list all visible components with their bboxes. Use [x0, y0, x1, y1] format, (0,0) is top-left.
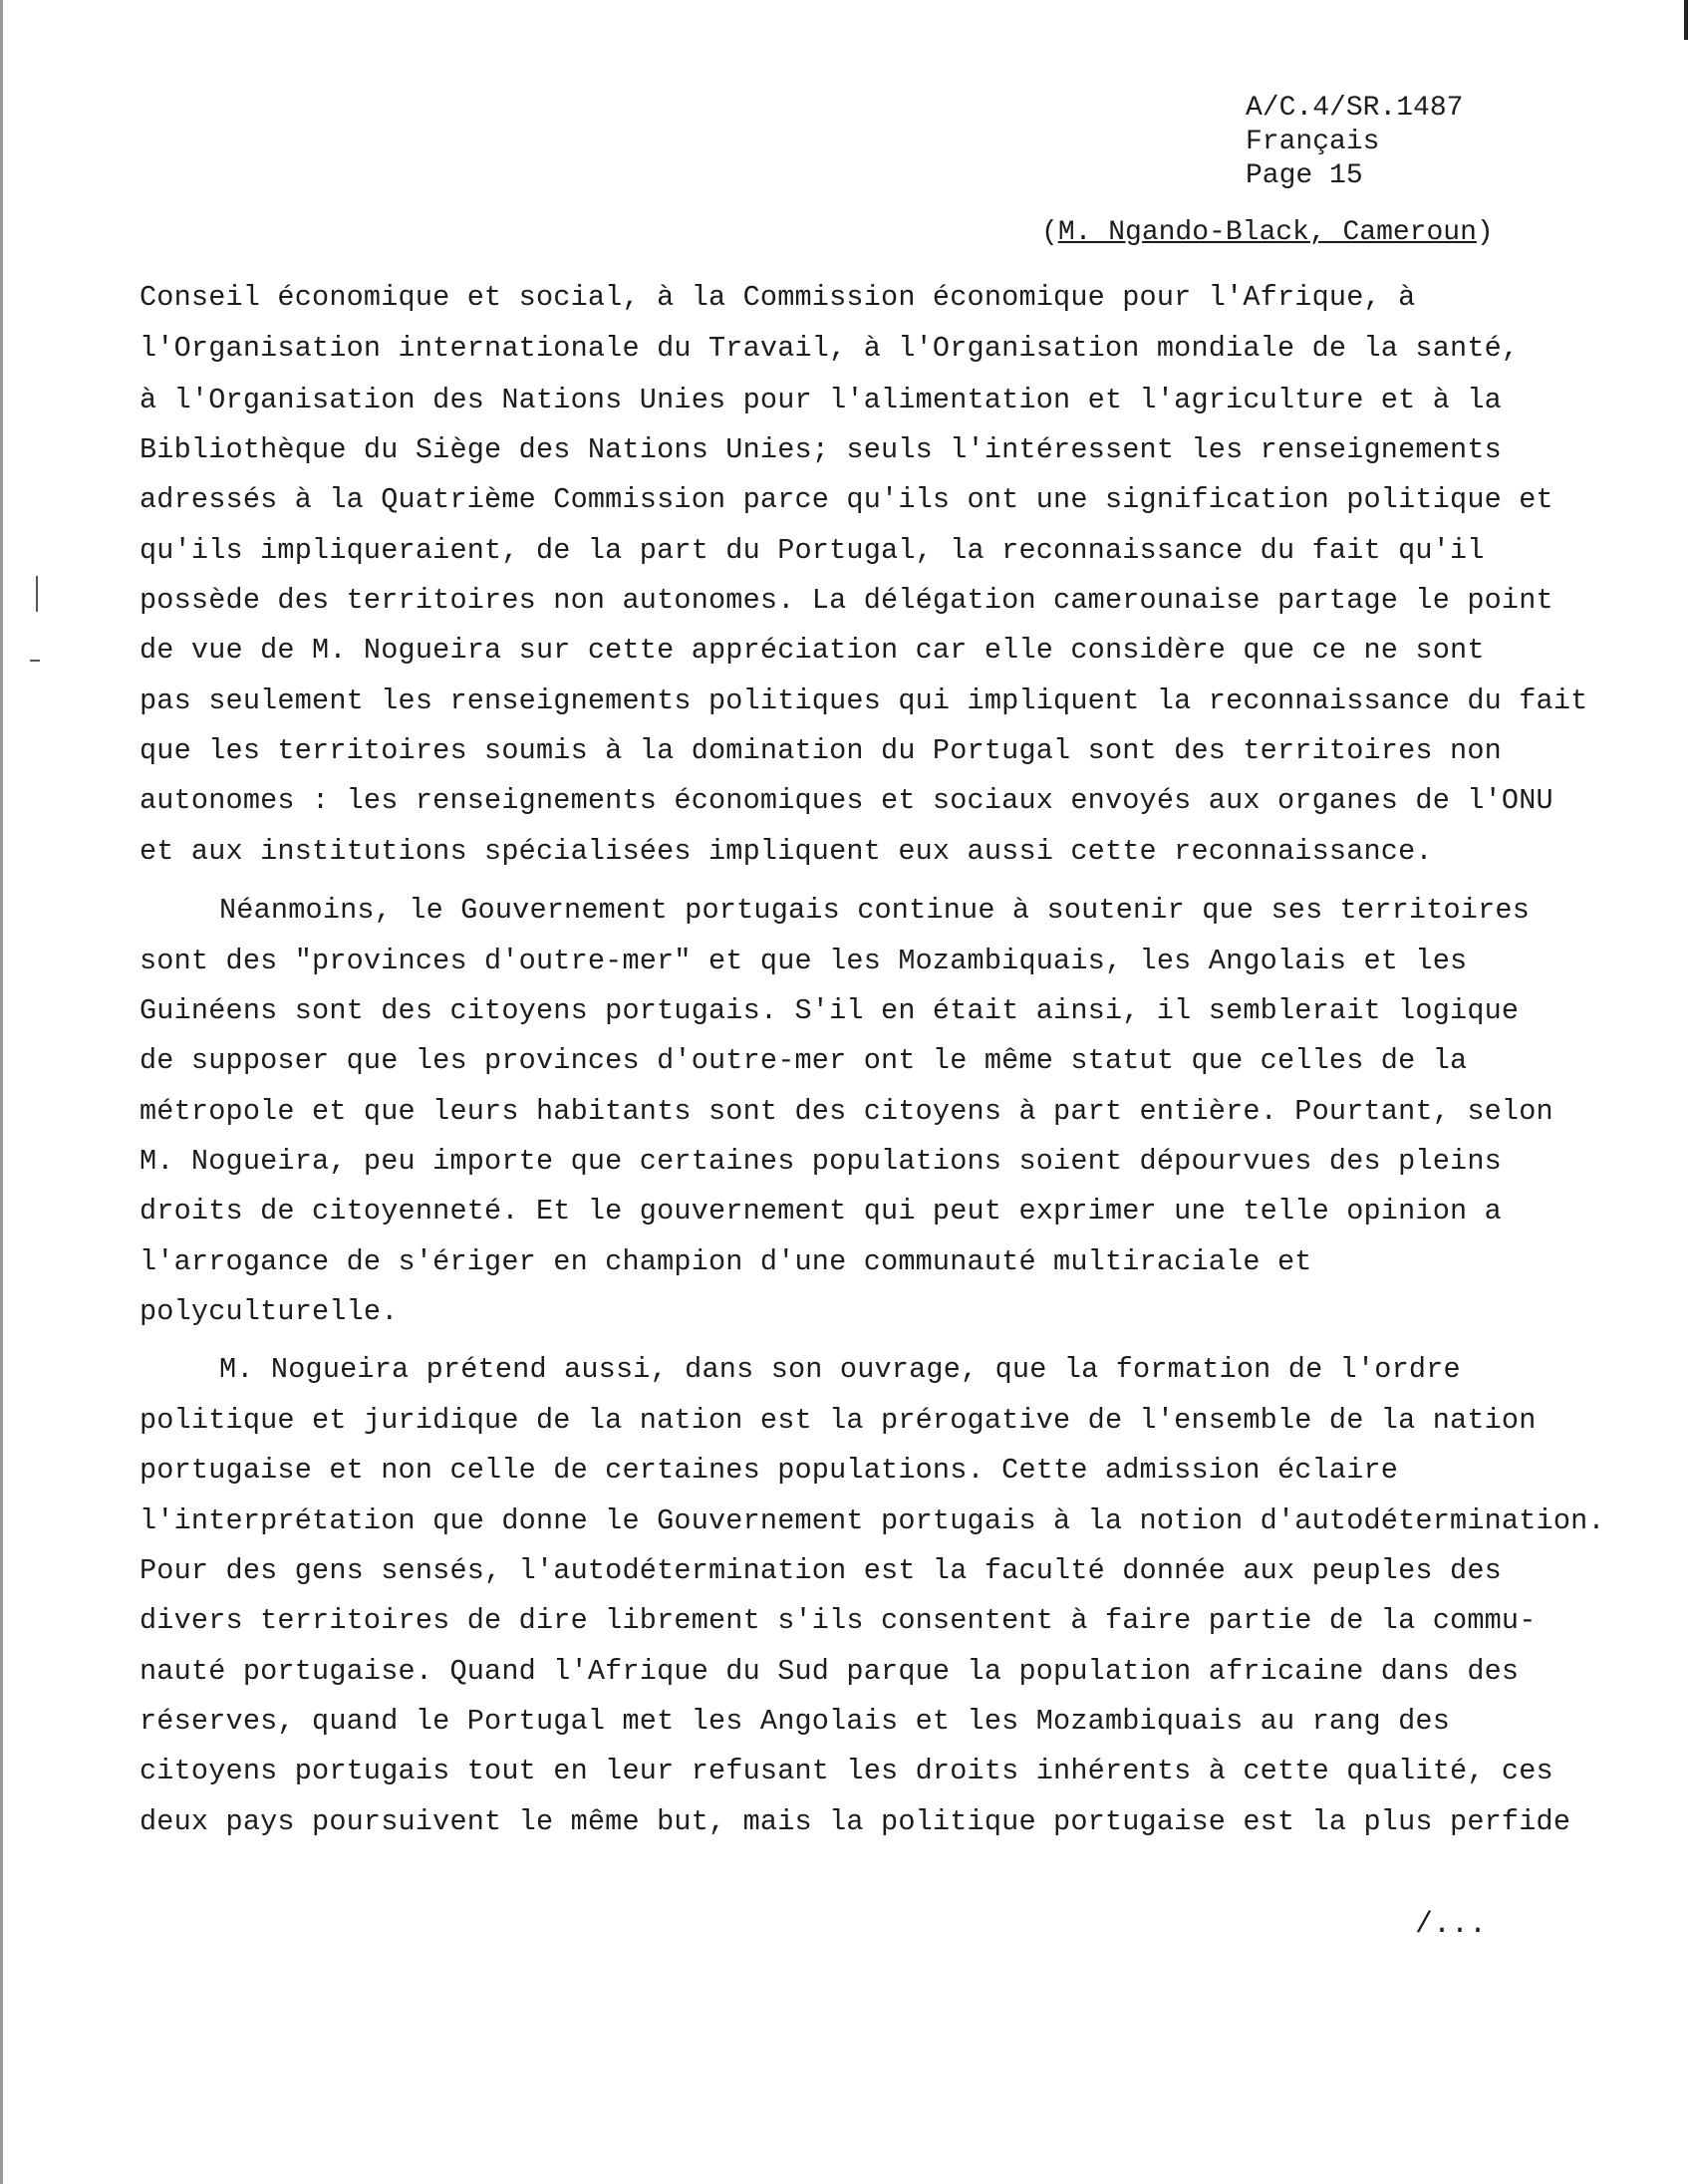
text-line: adressés à la Quatrième Commission parce qu'ils ont une signification politique et [140, 483, 1553, 516]
text-line: autonomes : les renseignements économiques et sociaux envoyés aux organes de l'ONU [140, 784, 1553, 817]
scan-mark [36, 576, 38, 612]
text-line: qu'ils impliqueraient, de la part du Portugal, la reconnaissance du fait qu'il [140, 534, 1485, 567]
text-line: deux pays poursuivent le même but, mais la politique portugaise est la plus perfide [140, 1805, 1571, 1838]
speaker-name: M. Ngando-Black, Cameroun [1057, 217, 1477, 248]
scan-mark [30, 660, 40, 662]
page-number: Page 15 [1246, 160, 1363, 191]
speaker-close-paren: ) [1476, 217, 1494, 248]
scan-edge-left [0, 0, 3, 2184]
speaker-open-paren: ( [1041, 217, 1058, 248]
text-line: droits de citoyenneté. Et le gouvernement qui peut exprimer une telle opinion a [140, 1195, 1502, 1228]
text-line: et aux institutions spécialisées impliquent eux aussi cette reconnaissance. [140, 835, 1433, 868]
text-line: Pour des gens sensés, l'autodétermination est la faculté donnée aux peuples des [140, 1554, 1502, 1587]
speaker-attribution [1041, 217, 1494, 248]
scan-edge-mark [1684, 0, 1688, 40]
document-header [1246, 92, 1463, 193]
text-line: portugaise et non celle de certaines populations. Cette admission éclaire [140, 1454, 1399, 1487]
paragraph-first-line: Néanmoins, le Gouvernement portugais continue à soutenir que ses territoires [219, 894, 1531, 927]
text-line: de vue de M. Nogueira sur cette appréciation car elle considère que ce ne sont [140, 634, 1485, 667]
text-line: de supposer que les provinces d'outre-mer ont le même statut que celles de la [140, 1044, 1468, 1077]
text-line: divers territoires de dire librement s'ils consentent à faire partie de la commu- [140, 1604, 1537, 1637]
text-line: sont des "provinces d'outre-mer" et que les Mozambiquais, les Angolais et les [140, 945, 1468, 977]
text-line: nauté portugaise. Quand l'Afrique du Sud parque la population africaine dans des [140, 1655, 1520, 1688]
text-line: politique et juridique de la nation est la prérogative de l'ensemble de la nation [140, 1404, 1537, 1437]
text-line: polyculturelle. [140, 1295, 399, 1328]
document-symbol: A/C.4/SR.1487 [1246, 93, 1464, 124]
text-line: l'interprétation que donne le Gouvernement portugais à la notion d'autodétermination. [140, 1504, 1605, 1537]
text-line: Guinéens sont des citoyens portugais. S'il en était ainsi, il semblerait logique [140, 994, 1520, 1027]
text-line: métropole et que leurs habitants sont des citoyens à part entière. Pourtant, selon [140, 1095, 1553, 1128]
continuation-mark: /... [1415, 1908, 1488, 1942]
text-line: réserves, quand le Portugal met les Angolais et les Mozambiquais au rang des [140, 1705, 1451, 1738]
text-line: possède des territoires non autonomes. La délégation camerounaise partage le point [140, 584, 1553, 617]
text-line: pas seulement les renseignements politiques qui impliquent la reconnaissance du fait [140, 684, 1588, 717]
text-line: citoyens portugais tout en leur refusant les droits inhérents à cette qualité, ces [140, 1755, 1553, 1787]
text-line: l'arrogance de s'ériger en champion d'une communauté multiraciale et [140, 1245, 1312, 1278]
text-line: Bibliothèque du Siège des Nations Unies; seuls l'intéressent les renseignements [140, 433, 1502, 466]
text-line: à l'Organisation des Nations Unies pour l'alimentation et l'agriculture et à la [140, 384, 1502, 416]
text-line: M. Nogueira, peu importe que certaines populations soient dépourvues des pleins [140, 1145, 1502, 1178]
paragraph-first-line: M. Nogueira prétend aussi, dans son ouvrage, que la formation de l'ordre [219, 1353, 1461, 1386]
text-line: l'Organisation internationale du Travail, à l'Organisation mondiale de la santé, [140, 332, 1520, 365]
text-line: Conseil économique et social, à la Commission économique pour l'Afrique, à [140, 281, 1416, 314]
document-language: Français [1246, 127, 1380, 157]
text-line: que les territoires soumis à la domination du Portugal sont des territoires non [140, 734, 1502, 767]
